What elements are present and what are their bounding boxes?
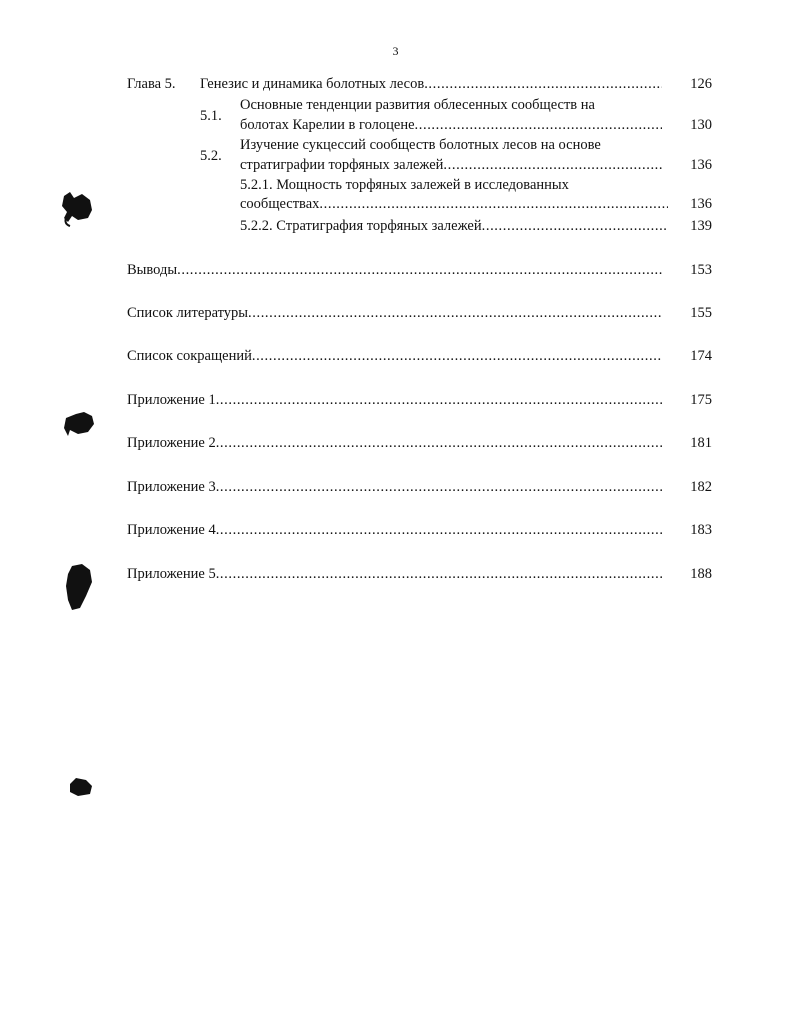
leader-dots <box>216 521 662 539</box>
toc-title-line1: Изучение сукцессий сообществ болотных лесов на основе <box>240 137 601 153</box>
toc-entry-5-2-1[interactable] <box>240 195 668 213</box>
toc-entry-5-2-2[interactable] <box>240 217 668 235</box>
toc-page: 182 <box>690 479 712 495</box>
toc-entry-5-2[interactable] <box>240 156 662 174</box>
toc-title: Генезис и динамика болотных лесов <box>200 76 425 92</box>
toc-page: 188 <box>690 566 712 582</box>
toc-page: 130 <box>690 117 712 133</box>
toc-title: Приложение 3 <box>127 479 216 495</box>
page-number: 3 <box>392 44 399 58</box>
toc-title: Список литературы <box>127 305 249 321</box>
toc-title: Приложение 2 <box>127 435 216 451</box>
toc-page: 155 <box>690 305 712 321</box>
toc-title: Выводы <box>127 262 178 278</box>
scan-blot <box>62 562 96 612</box>
toc-entry-conclusions[interactable] <box>127 261 662 279</box>
toc-entry-appendix-2[interactable] <box>127 434 662 452</box>
toc-entry-appendix-1[interactable] <box>127 391 662 409</box>
toc-page: 174 <box>690 348 712 364</box>
scan-blot <box>66 774 96 798</box>
toc-title: 5.2.2. Стратиграфия торфяных залежей <box>240 218 482 234</box>
toc-page: 136 <box>690 157 712 173</box>
leader-dots <box>252 347 662 365</box>
leader-dots <box>248 304 662 322</box>
toc-title: стратиграфии торфяных залежей <box>240 157 444 173</box>
leader-dots <box>216 565 662 583</box>
toc-entry-references[interactable] <box>127 304 662 322</box>
leader-dots <box>424 75 662 93</box>
toc-page: 139 <box>690 218 712 234</box>
toc-entry-abbreviations[interactable] <box>127 347 662 365</box>
leader-dots <box>177 261 662 279</box>
section-number: 5.1. <box>200 108 222 124</box>
toc-page: 153 <box>690 262 712 278</box>
section-number: 5.2. <box>200 148 222 164</box>
toc-entry-chapter5[interactable] <box>200 75 662 93</box>
toc-entry-5-1[interactable] <box>240 116 662 134</box>
toc-page: 183 <box>690 522 712 538</box>
toc-entry-appendix-5[interactable] <box>127 565 662 583</box>
toc-title: сообществах <box>240 196 320 212</box>
toc-title-line1: Основные тенденции развития облесенных сообществ на <box>240 97 595 113</box>
toc-title: Список сокращений <box>127 348 252 364</box>
scan-blot <box>58 188 98 228</box>
toc-page: 175 <box>690 392 712 408</box>
toc-entry-appendix-4[interactable] <box>127 521 662 539</box>
toc-entry-appendix-3[interactable] <box>127 478 662 496</box>
toc-title: болотах Карелии в голоцене <box>240 117 415 133</box>
toc-title: Приложение 5 <box>127 566 216 582</box>
scan-blot <box>62 408 96 438</box>
leader-dots <box>216 478 662 496</box>
toc-title: Приложение 4 <box>127 522 216 538</box>
leader-dots <box>319 195 668 213</box>
leader-dots <box>216 434 662 452</box>
toc-title-line1: 5.2.1. Мощность торфяных залежей в исследованных <box>240 177 569 193</box>
leader-dots <box>443 156 662 174</box>
leader-dots <box>482 217 668 235</box>
toc-page: 181 <box>690 435 712 451</box>
chapter-label: Глава 5. <box>127 76 176 92</box>
leader-dots <box>216 391 662 409</box>
leader-dots <box>415 116 662 134</box>
toc-page: 136 <box>690 196 712 212</box>
toc-title: Приложение 1 <box>127 392 216 408</box>
toc-page: 126 <box>690 76 712 92</box>
